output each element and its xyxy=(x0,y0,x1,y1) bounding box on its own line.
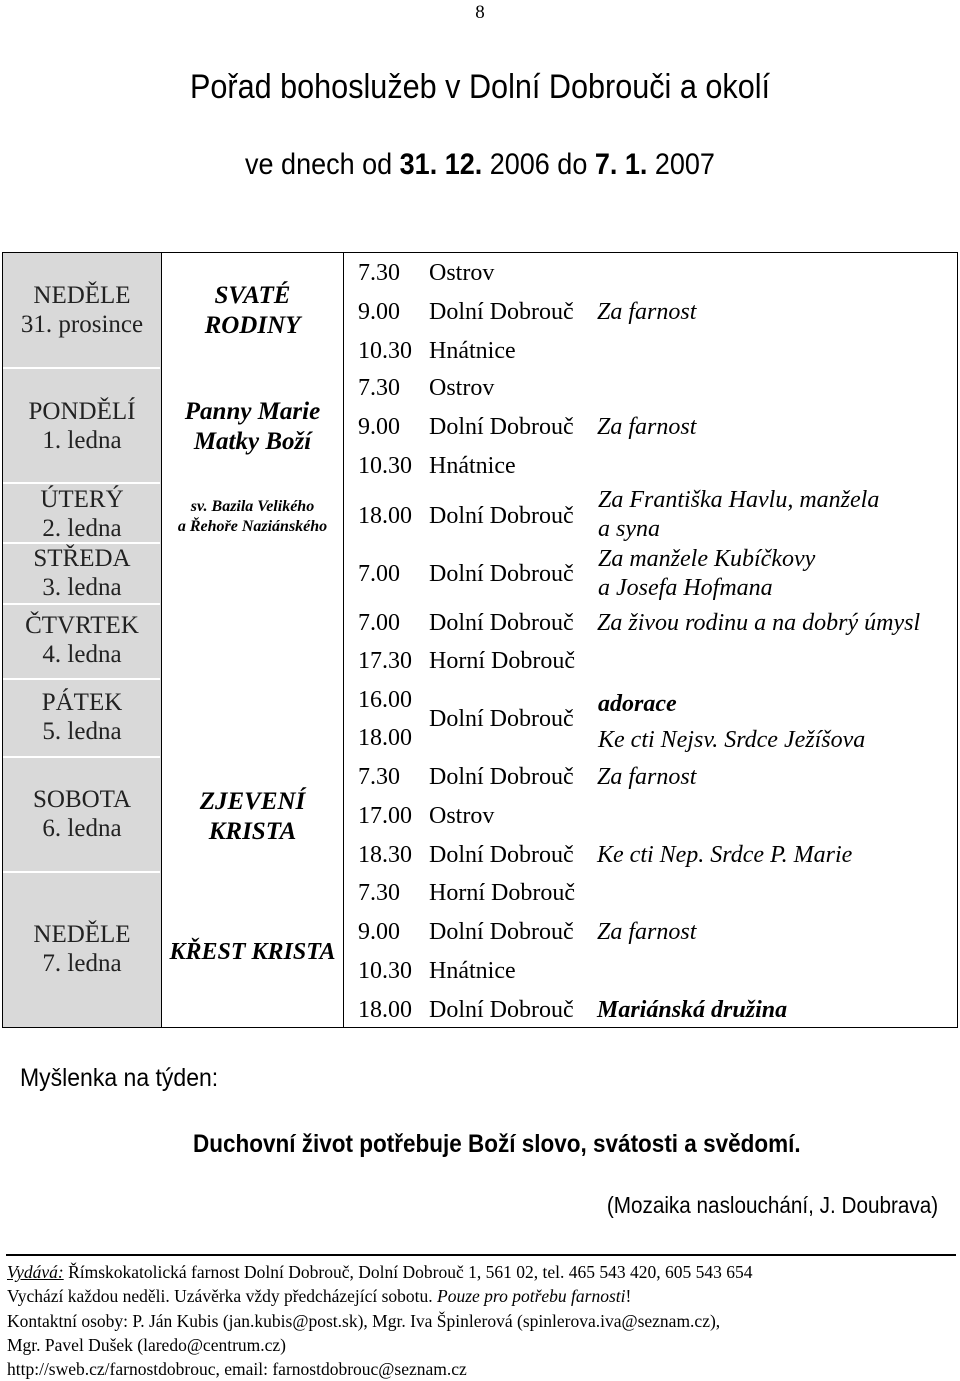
footer-contacts: Kontaktní osoby: P. Ján Kubis (jan.kubis@post.sk), Mgr. Iva Špinlerová (spinlerova.iva@seznam.cz), xyxy=(7,1310,721,1331)
service-row: 10.30 Hnátnice xyxy=(358,453,516,479)
services-column xyxy=(344,253,957,1027)
service-row: 7.00 Dolní Dobrouč xyxy=(358,561,574,587)
feast-holy-family: SVATÉ RODINY xyxy=(204,282,301,339)
footer-publisher: Vydává: Římskokatolická farnost Dolní Dobrouč, Dolní Dobrouč 1, 561 02, tel. 465 543 420, 605 543 654 xyxy=(7,1262,753,1282)
service-row: 7.30 Ostrov xyxy=(358,260,495,286)
service-note: Za manžele Kubíčkovy a Josefa Hofmana xyxy=(598,546,816,601)
feast-column xyxy=(162,253,344,1027)
thought-source: (Mozaika naslouchání, J. Doubrava) xyxy=(606,1192,938,1218)
schedule-table xyxy=(2,252,958,1028)
footer-publishing-info: Vychází každou neděli. Uzávěrka vždy předcházející sobotu. Pouze pro potřebu farnosti! xyxy=(7,1286,632,1307)
footer-divider xyxy=(6,1254,956,1256)
service-row: 9.00 Dolní Dobrouč Za farnost xyxy=(358,919,697,945)
footer-web: http://sweb.cz/farnostdobrouc, email: farnostdobrouc@seznam.cz xyxy=(7,1359,467,1380)
service-note: Ke cti Nejsv. Srdce Ježíšova xyxy=(598,727,866,753)
footer-contacts-2: Mgr. Pavel Dušek (laredo@centrum.cz) xyxy=(7,1334,287,1355)
footer xyxy=(7,1260,952,1381)
service-row: 7.30 Dolní Dobrouč Za farnost xyxy=(358,764,697,790)
feast-baptism: KŘEST KRISTA xyxy=(169,939,336,965)
service-note-adoration: adorace xyxy=(598,691,677,717)
day-wednesday: STŘEDA 3. ledna xyxy=(33,545,131,601)
date-range-subtitle: ve dnech od 31. 12. 2006 do 7. 1. 2007 xyxy=(245,148,715,181)
day-saturday: SOBOTA 6. ledna xyxy=(32,786,131,842)
service-row: 18.00 xyxy=(358,725,412,751)
service-row: 17.00 Ostrov xyxy=(358,803,495,829)
service-row: 18.30 Dolní Dobrouč Ke cti Nep. Srdce P. Marie xyxy=(358,842,853,868)
service-note: Za Františka Havlu, manžela a syna xyxy=(598,487,880,542)
page-title: Pořad bohoslužeb v Dolní Dobrouči a okolí xyxy=(189,68,771,106)
service-row: 7.00 Dolní Dobrouč Za živou rodinu a na dobrý úmysl xyxy=(358,610,921,636)
service-row: 9.00 Dolní Dobrouč Za farnost xyxy=(358,414,697,440)
day-sunday-1: NEDĚLE 31. prosince xyxy=(20,282,144,338)
day-friday: PÁTEK 5. ledna xyxy=(41,689,123,745)
page-number: 8 xyxy=(475,2,485,23)
service-place: Dolní Dobrouč xyxy=(429,706,574,732)
day-thursday: ČTVRTEK 4. ledna xyxy=(25,612,139,668)
day-sunday-2: NEDĚLE 7. ledna xyxy=(33,921,131,977)
service-row: 10.30 Hnátnice xyxy=(358,958,516,984)
feast-epiphany: ZJEVENÍ KRISTA xyxy=(199,788,306,845)
thought-label: Myšlenka na týden: xyxy=(20,1064,219,1092)
service-row: 18.00 Dolní Dobrouč xyxy=(358,503,574,529)
service-row: 7.30 Ostrov xyxy=(358,375,495,401)
service-row: 7.30 Horní Dobrouč xyxy=(358,880,575,906)
service-row: 9.00 Dolní Dobrouč Za farnost xyxy=(358,299,697,325)
service-row: 18.00 Dolní Dobrouč Mariánská družina xyxy=(358,997,788,1023)
day-column xyxy=(3,253,162,1027)
day-tuesday: ÚTERÝ 2. ledna xyxy=(40,486,124,542)
service-row: 16.00 xyxy=(358,687,412,713)
feast-basil-gregory: sv. Bazila Velikého a Řehoře Naziánského xyxy=(177,498,328,535)
service-row: 10.30 Hnátnice xyxy=(358,338,516,364)
day-monday: PONDĚLÍ 1. ledna xyxy=(28,398,136,454)
service-row: 17.30 Horní Dobrouč xyxy=(358,648,575,674)
thought-text: Duchovní život potřebuje Boží slovo, svátosti a svědomí. xyxy=(193,1130,801,1158)
feast-mary-mother: Panny Marie Matky Boží xyxy=(184,398,321,455)
